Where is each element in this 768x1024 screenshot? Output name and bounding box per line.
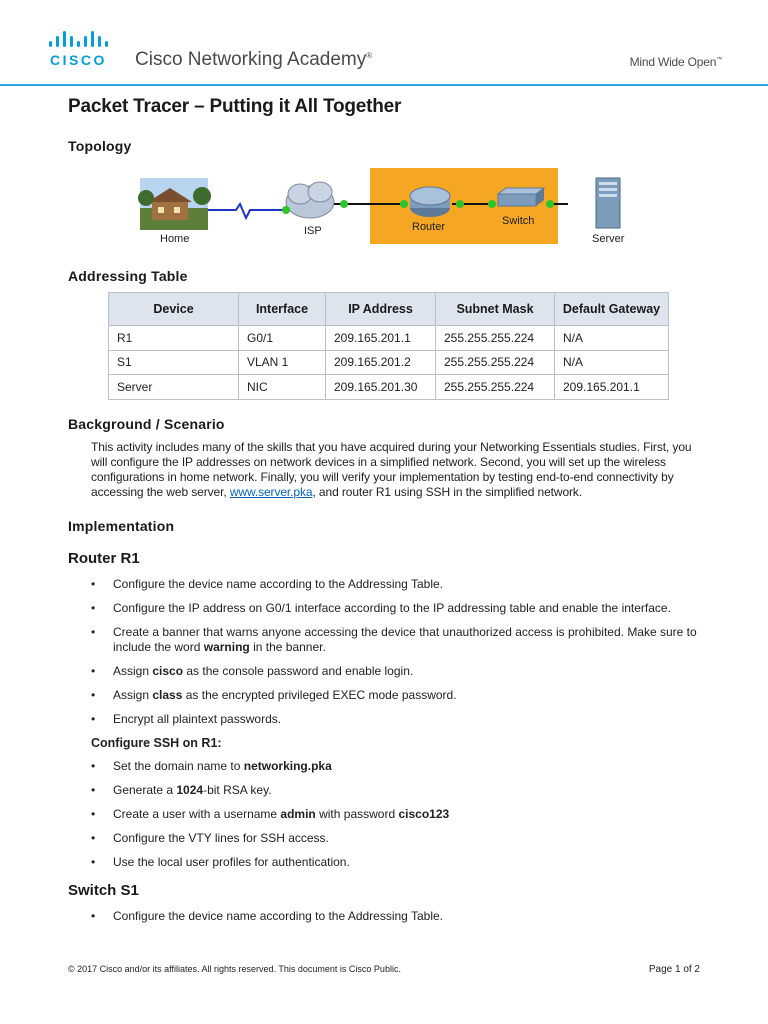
list-item: • Create a user with a username admin with password cisco123: [91, 807, 708, 822]
table-cell: 255.255.255.224: [436, 326, 555, 351]
implementation-heading: Implementation: [68, 517, 175, 534]
page-header: [0, 0, 768, 86]
server-tower-icon: [596, 178, 620, 228]
table-row: [109, 375, 669, 400]
router-task-list: [91, 577, 708, 727]
server-graphic: [68, 168, 568, 264]
table-cell: 209.165.201.30: [326, 375, 436, 400]
table-cell: VLAN 1: [239, 350, 326, 375]
table-cell: 255.255.255.224: [436, 375, 555, 400]
column-header: IP Address: [326, 293, 436, 326]
cisco-wordmark: CISCO: [50, 52, 107, 68]
table-cell: N/A: [555, 326, 669, 351]
column-header: Subnet Mask: [436, 293, 555, 326]
table-cell: Server: [109, 375, 239, 400]
router-label: Router: [412, 221, 446, 233]
cisco-bridge-logo-icon: [48, 30, 116, 50]
table-header-row: [109, 293, 669, 326]
list-item: • Encrypt all plaintext passwords.: [91, 712, 708, 727]
list-item: • Set the domain name to networking.pka: [91, 759, 708, 774]
academy-title: Cisco Networking Academy®: [135, 49, 373, 70]
table-cell: NIC: [239, 375, 326, 400]
table-cell: G0/1: [239, 326, 326, 351]
table-cell: 255.255.255.224: [436, 350, 555, 375]
ssh-task-list: [91, 759, 708, 870]
server-link[interactable]: www.server.pka: [229, 484, 313, 499]
header-rule: [0, 84, 768, 86]
list-item: • Create a banner that warns anyone accessing the device that unauthorized access is prohibited. Make sure to include the word warning in the banner.: [91, 625, 708, 655]
server-label: Server: [592, 233, 625, 245]
list-item: • Configure the device name according to the Addressing Table.: [91, 577, 708, 592]
addressing-table: [108, 292, 669, 400]
home-label: Home: [160, 233, 190, 245]
table-cell: S1: [109, 350, 239, 375]
table-cell: 209.165.201.2: [326, 350, 436, 375]
column-header: Device: [109, 293, 239, 326]
topology-diagram: [68, 168, 568, 264]
list-item: • Generate a 1024-bit RSA key.: [91, 783, 708, 798]
list-item: • Configure the VTY lines for SSH access.: [91, 831, 708, 846]
page-number: Page 1 of 2: [648, 964, 700, 975]
switch-task-list: [91, 909, 708, 924]
list-item: • Assign cisco as the console password and enable login.: [91, 664, 708, 679]
table-cell: 209.165.201.1: [555, 375, 669, 400]
copyright-text: © 2017 Cisco and/or its affiliates. All rights reserved. This document is Cisco Public.: [68, 964, 401, 974]
list-item: • Configure the device name according to the Addressing Table.: [91, 909, 708, 924]
page-title: Packet Tracer – Putting it All Together: [68, 96, 402, 117]
list-item: • Use the local user profiles for authentication.: [91, 855, 708, 870]
ssh-subheading: Configure SSH on R1:: [91, 735, 222, 750]
background-heading: Background / Scenario: [68, 415, 225, 432]
router-heading: Router R1: [68, 549, 140, 567]
tagline: Mind Wide Open™: [629, 55, 722, 69]
column-header: Interface: [239, 293, 326, 326]
switch-heading: Switch S1: [68, 881, 139, 899]
table-cell: R1: [109, 326, 239, 351]
list-item: • Configure the IP address on G0/1 interface according to the IP addressing table and enable the interface.: [91, 601, 708, 616]
table-cell: 209.165.201.1: [326, 326, 436, 351]
table-row: [109, 350, 669, 375]
switch-label: Switch: [502, 215, 535, 227]
topology-heading: Topology: [68, 138, 132, 154]
background-paragraph: This activity includes many of the skills that you have acquired during your Networking Essentials studies. First, you will configure the IP addresses on network devices in a simplified network. Second, you will set up the wireless configurations in home network. Finally, you will verify your implementation by testing end-to-end connectivity by accessing the web server, www.server.pka, and router R1 using SSH in the simplified network.: [91, 439, 692, 499]
column-header: Default Gateway: [555, 293, 669, 326]
isp-label: ISP: [304, 225, 322, 237]
table-row: [109, 326, 669, 351]
table-cell: N/A: [555, 350, 669, 375]
list-item: • Assign class as the encrypted privileged EXEC mode password.: [91, 688, 708, 703]
addressing-heading: Addressing Table: [68, 268, 188, 284]
server-tower-graphic: [572, 172, 632, 248]
